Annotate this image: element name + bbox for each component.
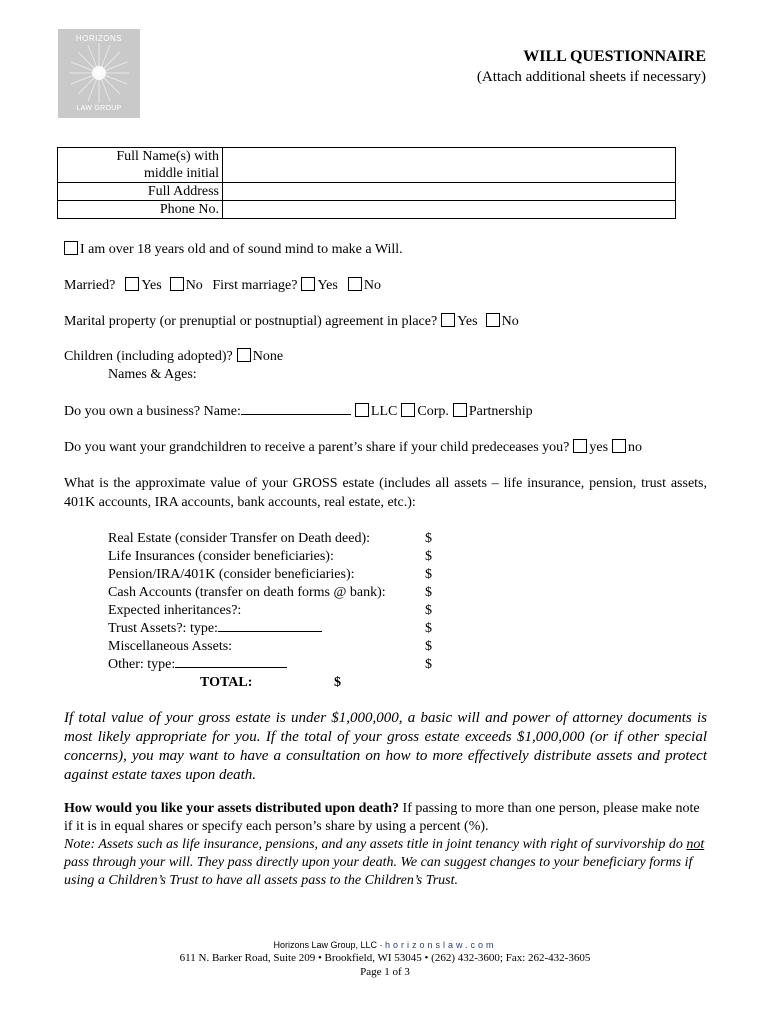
partnership-label: Partnership bbox=[468, 404, 533, 419]
grandchildren-question bbox=[64, 439, 642, 456]
client-info-table bbox=[57, 147, 676, 219]
phone-label: Phone No. bbox=[58, 201, 223, 219]
asset-label: Pension/IRA/401K (consider beneficiaries): bbox=[108, 567, 355, 582]
married-no-checkbox[interactable] bbox=[170, 277, 184, 291]
married-yes-label: Yes bbox=[141, 278, 162, 293]
business-question bbox=[64, 403, 533, 420]
asset-label: Life Insurances (consider beneficiaries): bbox=[108, 549, 334, 564]
table-row bbox=[58, 148, 676, 183]
first-marriage-label: First marriage? bbox=[212, 278, 298, 293]
footer-firm-line bbox=[0, 939, 770, 951]
full-name-field[interactable] bbox=[223, 148, 676, 183]
full-name-label-line1: Full Name(s) with bbox=[116, 149, 219, 164]
corp-checkbox[interactable] bbox=[401, 403, 415, 417]
first-marriage-no-checkbox[interactable] bbox=[348, 277, 362, 291]
footer-website-link[interactable]: horizonslaw.com bbox=[385, 940, 497, 950]
list-item bbox=[108, 620, 386, 638]
logo-text-top: HORIZONS bbox=[75, 34, 123, 43]
list-item bbox=[108, 584, 386, 602]
page-title: WILL QUESTIONNAIRE bbox=[523, 48, 706, 65]
asset-amount-field[interactable]: $ bbox=[425, 621, 432, 636]
page-subtitle: (Attach additional sheets if necessary) bbox=[476, 69, 706, 85]
business-label: Do you own a business? Name: bbox=[64, 404, 241, 419]
gross-estate-question: What is the approximate value of your GROSS estate (includes all assets – life insurance, pension, trust assets, 401K accounts, IRA accounts, bank accounts, real estate, etc.): bbox=[64, 476, 707, 510]
llc-label: LLC bbox=[370, 404, 398, 419]
distribution-note bbox=[64, 836, 707, 890]
business-name-field[interactable] bbox=[241, 414, 351, 415]
total-label: TOTAL: bbox=[200, 675, 253, 690]
first-marriage-yes-checkbox[interactable] bbox=[301, 277, 315, 291]
estate-note: If total value of your gross estate is under $1,000,000, a basic will and power of attorney documents is most likely appropriate for you. If the total of your gross estate exceeds $1,000,000 (or if other special concerns), you may want to have a consultation on how to more effectively distribute assets and protect against estate taxes upon death. bbox=[64, 710, 707, 783]
logo-text-bottom: LAW GROUP bbox=[76, 105, 122, 112]
asset-label: Real Estate (consider Transfer on Death deed): bbox=[108, 531, 371, 546]
list-item bbox=[108, 548, 386, 566]
note-not-emphasis: not bbox=[686, 837, 705, 852]
asset-label: Miscellaneous Assets: bbox=[108, 639, 233, 654]
age-question bbox=[60, 241, 403, 258]
table-row bbox=[58, 183, 676, 201]
list-item bbox=[108, 656, 386, 674]
distribution-section bbox=[64, 800, 707, 890]
partnership-checkbox[interactable] bbox=[453, 403, 467, 417]
list-item bbox=[108, 602, 386, 620]
asset-label: Other: type: bbox=[108, 657, 176, 672]
full-name-label bbox=[58, 148, 223, 183]
asset-amount-field[interactable]: $ bbox=[425, 549, 432, 564]
table-row bbox=[58, 201, 676, 219]
list-item bbox=[108, 638, 386, 656]
children-none-checkbox[interactable] bbox=[237, 348, 251, 362]
full-address-label: Full Address bbox=[58, 183, 223, 201]
grandchildren-yes-label: yes bbox=[589, 440, 609, 455]
full-name-label-line2: middle initial bbox=[143, 166, 219, 181]
list-item bbox=[108, 566, 386, 584]
marital-property-label: Marital property (or prenuptial or postnuptial) agreement in place? bbox=[64, 314, 438, 329]
distribution-text: If passing to more than one person, please make note if it is in equal shares or specify each person’s share by using a percent (%). bbox=[64, 801, 700, 834]
phone-field[interactable] bbox=[223, 201, 676, 219]
grandchildren-yes-checkbox[interactable] bbox=[573, 439, 587, 453]
asset-label: Trust Assets?: type: bbox=[108, 621, 218, 636]
married-yes-checkbox[interactable] bbox=[125, 277, 139, 291]
married-label: Married? bbox=[64, 278, 116, 293]
firm-logo bbox=[58, 29, 140, 118]
trust-type-field[interactable] bbox=[218, 631, 322, 632]
children-label: Children (including adopted)? bbox=[64, 349, 233, 364]
list-item bbox=[108, 530, 386, 548]
marital-property-question bbox=[64, 313, 519, 330]
grandchildren-no-checkbox[interactable] bbox=[612, 439, 626, 453]
marital-property-yes-label: Yes bbox=[457, 314, 478, 329]
distribution-heading: How would you like your assets distributed upon death? bbox=[64, 801, 400, 816]
footer-address: 611 N. Barker Road, Suite 209 • Brookfield, WI 53045 • (262) 432-3600; Fax: 262-432-3605 bbox=[179, 952, 591, 964]
asset-amount-field[interactable]: $ bbox=[425, 567, 432, 582]
asset-amount-field[interactable]: $ bbox=[425, 531, 432, 546]
other-type-field[interactable] bbox=[175, 667, 287, 668]
married-question bbox=[64, 277, 381, 294]
children-none-label: None bbox=[252, 349, 284, 364]
note-text-a: Note: Assets such as life insurance, pensions, and any assets title in joint tenancy with right of survivorship do bbox=[64, 837, 687, 852]
footer-firm-name: Horizons Law Group, LLC · bbox=[273, 940, 385, 950]
asset-amount-field[interactable]: $ bbox=[425, 657, 432, 672]
first-marriage-no-label: No bbox=[363, 278, 381, 293]
asset-dollar-column bbox=[425, 530, 432, 674]
married-no-label: No bbox=[185, 278, 203, 293]
children-question bbox=[64, 348, 283, 365]
grandchildren-no-label: no bbox=[628, 440, 643, 455]
footer-page-number: Page 1 of 3 bbox=[360, 966, 410, 978]
llc-checkbox[interactable] bbox=[355, 403, 369, 417]
asset-label: Cash Accounts (transfer on death forms @ bank): bbox=[108, 585, 386, 600]
age-checkbox[interactable] bbox=[64, 241, 78, 255]
asset-amount-field[interactable]: $ bbox=[425, 603, 432, 618]
age-question-text: I am over 18 years old and of sound mind to make a Will. bbox=[80, 242, 403, 257]
asset-amount-field[interactable]: $ bbox=[425, 639, 432, 654]
marital-property-no-label: No bbox=[501, 314, 519, 329]
marital-property-yes-checkbox[interactable] bbox=[441, 313, 455, 327]
full-address-field[interactable] bbox=[223, 183, 676, 201]
names-ages-label: Names & Ages: bbox=[108, 367, 197, 382]
asset-amount-field[interactable]: $ bbox=[425, 585, 432, 600]
distribution-question bbox=[64, 800, 707, 836]
first-marriage-yes-label: Yes bbox=[317, 278, 338, 293]
total-amount-field[interactable]: $ bbox=[334, 675, 341, 690]
note-text-b: pass through your will. They pass directly upon your death. We can suggest changes to your beneficiary forms if using a Children’s Trust to have all assets pass to the Children’s Trust. bbox=[64, 855, 693, 888]
grandchildren-label: Do you want your grandchildren to receive a parent’s share if your child predeceases you? bbox=[64, 440, 570, 455]
asset-label: Expected inheritances?: bbox=[108, 603, 242, 618]
marital-property-no-checkbox[interactable] bbox=[486, 313, 500, 327]
assets-list bbox=[108, 530, 386, 674]
corp-label: Corp. bbox=[417, 404, 449, 419]
